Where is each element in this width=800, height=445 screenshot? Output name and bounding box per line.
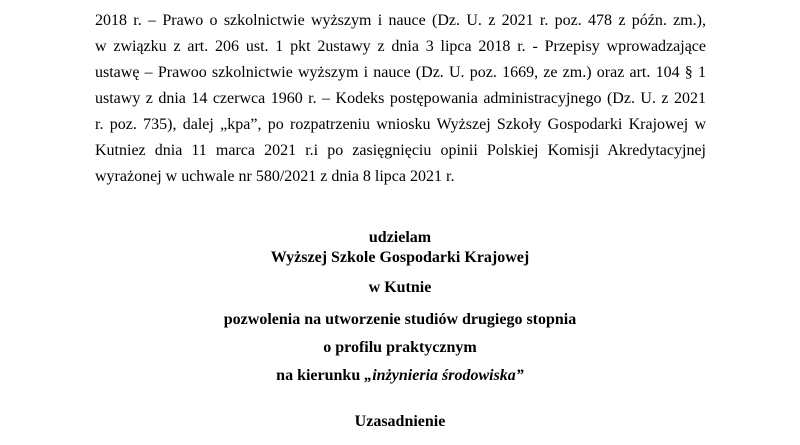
decision-institution: Wyższej Szkole Gospodarki Krajowej <box>270 249 530 266</box>
paragraph-line: ustawy z dnia 14 czerwca 1960 r. – Kodeks postępowania administracyjnego (Dz. U. z 2021 <box>95 90 706 107</box>
paragraph-line: ustawę – Prawoo szkolnictwie wyższym i nauce (Dz. U. poz. 1669, ze zm.) oraz art. 104 § 1 <box>95 64 706 81</box>
decision-grant: udzielam <box>368 229 432 246</box>
decision-field <box>0 366 800 386</box>
paragraph-line: 2018 r. – Prawo o szkolnictwie wyższym i nauce (Dz. U. z 2021 r. poz. 478 z późn. zm.), <box>95 12 706 29</box>
decision-permission: pozwolenia na utworzenie studiów drugiego stopnia <box>223 311 577 328</box>
paragraph-line: Kutniez dnia 11 marca 2021 r.i po zasięgnięciu opinii Polskiej Komisji Akredytacyjnej <box>95 142 706 159</box>
paragraph-line: wyrażonej w uchwale nr 580/2021 z dnia 8 lipca 2021 r. <box>95 168 455 185</box>
decision-location: w Kutnie <box>368 279 432 296</box>
legal-basis-paragraph <box>95 8 706 190</box>
paragraph-line: w związku z art. 206 ust. 1 pkt 2ustawy z dnia 3 lipca 2018 r. - Przepisy wprowadzające <box>95 38 706 55</box>
justification-heading: Uzasadnienie <box>354 413 446 430</box>
decision-profile: o profilu praktycznym <box>323 339 477 356</box>
paragraph-line: r. poz. 735), dalej „kpa”, po rozpatrzeniu wniosku Wyższej Szkoły Gospodarki Krajowej w <box>95 116 706 133</box>
field-prefix: na kierunku <box>276 367 365 384</box>
field-name: „inżynieria środowiska” <box>364 367 524 384</box>
